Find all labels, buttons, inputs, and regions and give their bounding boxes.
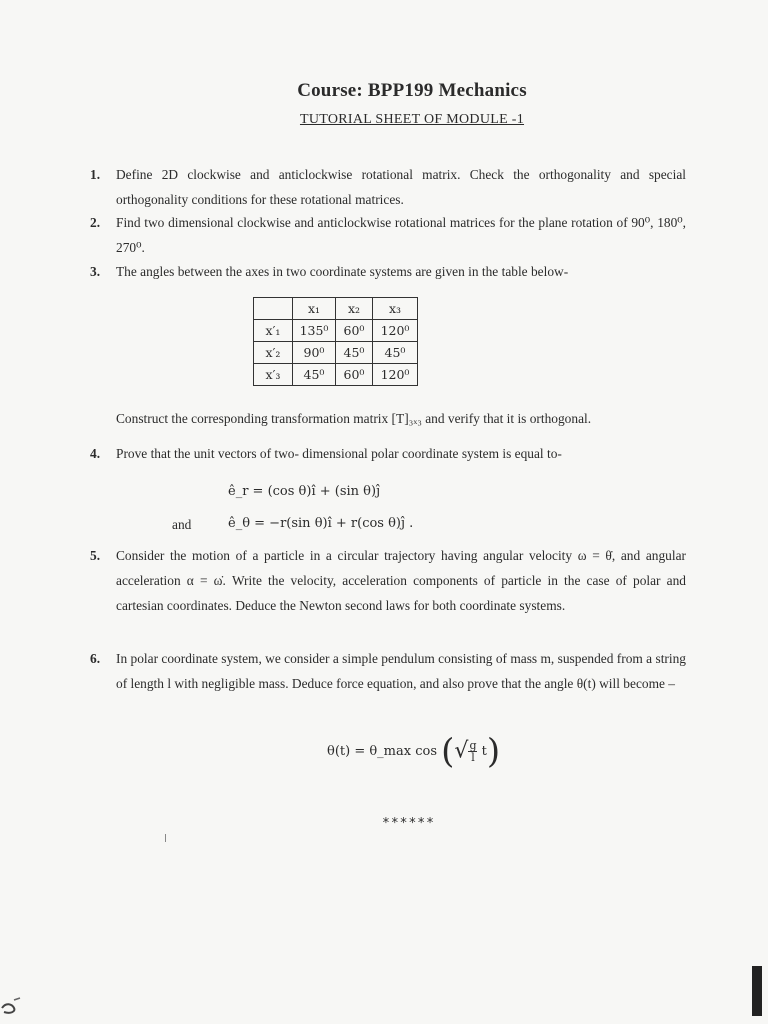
table-cell: x′₃	[254, 364, 293, 386]
table-row	[254, 342, 418, 364]
pendulum-equation-lhs: θ(t) = θ_max cos	[327, 744, 437, 759]
time-variable: t	[481, 744, 487, 759]
and-label: and	[172, 517, 192, 532]
question-number: 1.	[90, 167, 101, 182]
unit-vector-etheta-equation: ê_θ = −r(sin θ)î + r(cos θ)ĵ .	[228, 516, 414, 531]
end-stars: ******	[382, 816, 435, 831]
question-6	[90, 646, 686, 696]
question-number: 6.	[90, 651, 101, 666]
question-text: Prove that the unit vectors of two- dimensional polar coordinate system is equal to-	[116, 446, 562, 461]
table-cell: 60⁰	[336, 364, 373, 386]
question-text: Define 2D clockwise and anticlockwise rotational matrix. Check the orthogonality and special orthogonality conditions for these rotational matrices.	[116, 167, 686, 207]
table-cell: 45⁰	[336, 342, 373, 364]
question-3	[90, 259, 686, 284]
angle-table	[253, 297, 418, 386]
table-cell: x₃	[373, 298, 418, 320]
right-paren: )	[486, 731, 501, 772]
scan-edge-mark	[752, 966, 762, 1016]
unit-vector-er-equation: ê_r = (cos θ)î + (sin θ)ĵ	[228, 484, 381, 499]
table-cell: x′₁	[254, 320, 293, 342]
sheet-subtitle: TUTORIAL SHEET OF MODULE -1	[299, 112, 525, 127]
pendulum-equation	[327, 731, 501, 772]
table-row	[254, 364, 418, 386]
construct-instruction: Construct the corresponding transformation matrix [T]₃ₓ₃ and verify that it is orthogonal.	[116, 411, 592, 426]
table-cell: 135⁰	[293, 320, 336, 342]
question-4	[90, 441, 686, 466]
table-cell: x₁	[293, 298, 336, 320]
table-header-row	[254, 298, 418, 320]
question-text: The angles between the axes in two coordinate systems are given in the table below-	[116, 264, 569, 279]
question-number: 3.	[90, 264, 101, 279]
question-number: 5.	[90, 548, 101, 563]
question-text: Find two dimensional clockwise and anticlockwise rotational matrices for the plane rotation of 90⁰, 180⁰, 270⁰.	[116, 215, 686, 255]
fraction-denominator: l	[471, 751, 475, 764]
table-cell: 45⁰	[373, 342, 418, 364]
course-title: Course: BPP199 Mechanics	[297, 80, 527, 101]
question-1	[90, 162, 686, 212]
table-cell: 90⁰	[293, 342, 336, 364]
table-cell: 45⁰	[293, 364, 336, 386]
g-over-l-fraction	[468, 740, 477, 763]
table-cell: 120⁰	[373, 364, 418, 386]
question-text: In polar coordinate system, we consider a simple pendulum consisting of mass m, suspended from a string of length l with negligible mass. Deduce force equation, and also prove that the angle θ(t) will become –	[116, 651, 686, 691]
left-paren: (	[441, 731, 455, 772]
scan-speck	[165, 834, 166, 842]
question-5	[90, 543, 686, 618]
table-cell: x₂	[336, 298, 373, 320]
table-cell	[254, 298, 293, 320]
question-text: Consider the motion of a particle in a circular trajectory having angular velocity ω = θ̇, and angular acceleration α = ω̇. Write the velocity, acceleration components of particle in the case of polar and cartesian coordinates. Deduce the Newton second laws for both coordinate systems.	[116, 548, 686, 613]
fraction-numerator: g	[469, 739, 477, 752]
question-2	[90, 210, 686, 260]
table-row	[254, 320, 418, 342]
table-cell: x′₂	[254, 342, 293, 364]
table-cell: 60⁰	[336, 320, 373, 342]
table-cell: 120⁰	[373, 320, 418, 342]
scan-corner-mark	[0, 994, 24, 1016]
question-number: 2.	[90, 215, 101, 230]
question-number: 4.	[90, 446, 101, 461]
sqrt-symbol: √	[454, 738, 469, 764]
